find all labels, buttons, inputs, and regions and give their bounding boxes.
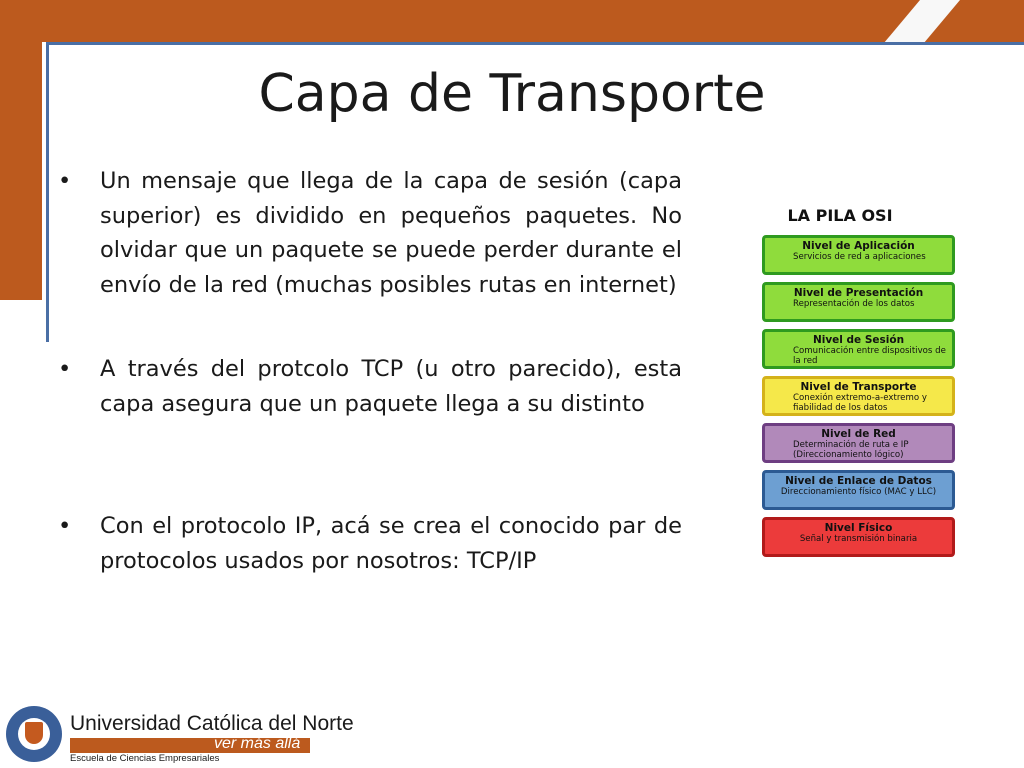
- tagline: ver más allá: [214, 735, 301, 752]
- bullet-icon: •: [58, 513, 72, 539]
- osi-layer-description: Conexión extremo-a-extremo y fiabilidad de los datos: [793, 393, 927, 413]
- university-logo: [4, 704, 354, 764]
- bullet-list: [58, 164, 682, 578]
- bullet-icon: •: [58, 356, 72, 382]
- bullet-text: Un mensaje que llega de la capa de sesión (capa superior) es dividido en pequeños paquetes. No olvidar que un paquete se puede perder durante el envío de la red (muchas posibles rutas en internet): [100, 168, 682, 298]
- osi-layer-name: Nivel de Red: [821, 428, 896, 440]
- osi-layer-description: Servicios de red a aplicaciones: [793, 252, 926, 262]
- panel-top-edge: [46, 42, 1024, 45]
- osi-layer-description: Direccionamiento físico (MAC y LLC): [780, 487, 937, 497]
- school-name: Escuela de Ciencias Empresariales: [70, 753, 220, 764]
- osi-layer-name: Nivel de Transporte: [800, 381, 917, 393]
- osi-layer-presentation: [762, 282, 955, 322]
- university-name: Universidad Católica del Norte: [70, 712, 354, 735]
- bullet-item: [58, 509, 682, 578]
- slide-title: Capa de Transporte: [258, 64, 766, 124]
- osi-layer-name: Nivel Físico: [824, 522, 893, 534]
- osi-diagram-title: LA PILA OSI: [787, 206, 893, 225]
- left-orange-band: [0, 0, 42, 300]
- osi-layer-description: Representación de los datos: [793, 299, 915, 309]
- osi-layer-description: Señal y transmisión binaria: [799, 534, 918, 544]
- top-orange-band: [0, 0, 1024, 42]
- osi-layer-physical: [762, 517, 955, 557]
- seal-shield-icon: [25, 722, 43, 744]
- osi-stack-diagram: [760, 206, 960, 564]
- osi-layer-data-link: [762, 470, 955, 510]
- osi-layer-name: Nivel de Enlace de Datos: [785, 475, 932, 487]
- osi-layer-name: Nivel de Aplicación: [802, 240, 915, 252]
- university-seal-icon: [6, 706, 62, 762]
- osi-layer-name: Nivel de Presentación: [793, 287, 924, 299]
- bullet-item: [58, 352, 682, 421]
- bullet-text: Con el protocolo IP, acá se crea el conocido par de protocolos usados por nosotros: TCP/IP: [100, 513, 682, 574]
- osi-layer-network: [762, 423, 955, 463]
- osi-layer-description: Comunicación entre dispositivos de la red: [793, 346, 946, 366]
- osi-layer-application: [762, 235, 955, 275]
- osi-layer-transport: [762, 376, 955, 416]
- osi-layer-description: Determinación de ruta e IP (Direccionamiento lógico): [793, 440, 909, 460]
- bullet-item: [58, 164, 682, 302]
- bullet-text: A través del protcolo TCP (u otro parecido), esta capa asegura que un paquete llega a su distinto: [100, 356, 682, 417]
- osi-layer-name: Nivel de Sesión: [812, 334, 905, 346]
- osi-layer-session: [762, 329, 955, 369]
- bullet-icon: •: [58, 168, 72, 194]
